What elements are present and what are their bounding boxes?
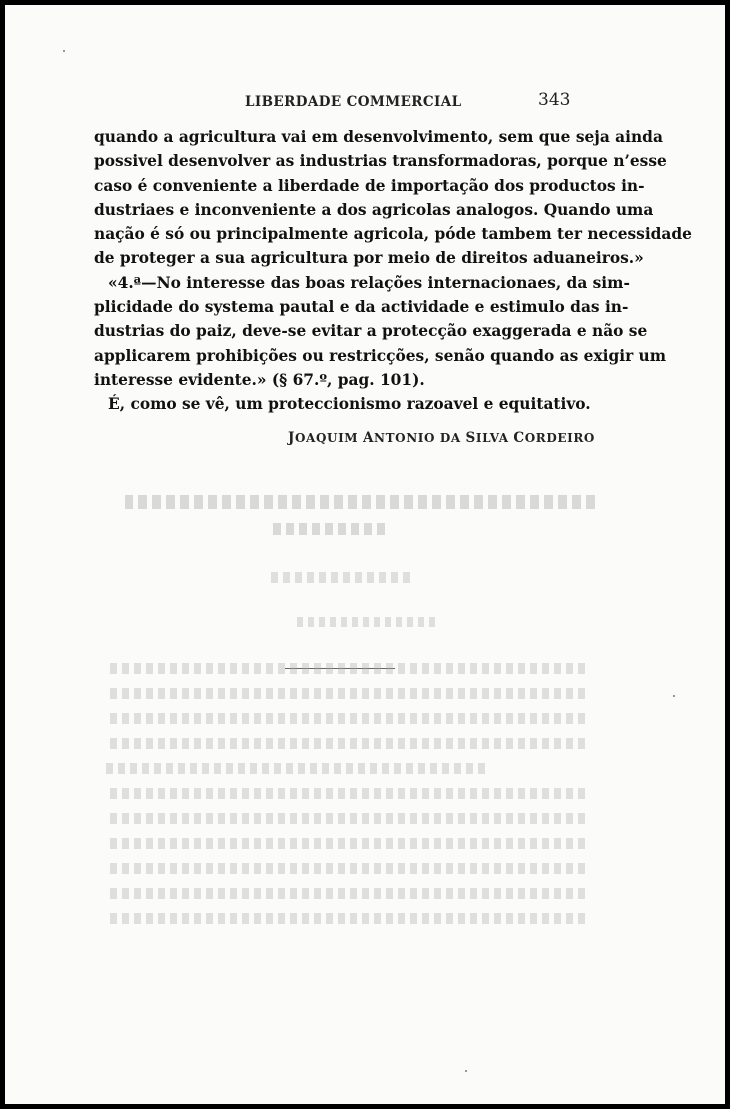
bleed-stroke <box>105 763 485 774</box>
body-line: caso é conveniente a liberdade de importação dos productos in- <box>94 176 645 195</box>
body-line: «4.ª—No interesse das boas relações internacionaes, da sim- <box>108 273 630 292</box>
speck <box>465 1070 467 1072</box>
page <box>5 5 725 1104</box>
bleed-stroke <box>105 663 585 674</box>
body-line: nação é só ou principalmente agricola, póde tambem ter necessidade <box>94 225 692 244</box>
body-line: É, como se vê, um proteccionismo razoavel e equitativo. <box>108 395 591 414</box>
body-line: applicarem prohibições ou restricções, senão quando as exigir um <box>94 346 667 365</box>
bleed-stroke <box>105 788 585 799</box>
body-line: dustrias do paiz, deve-se evitar a protecção exaggerada e não se <box>94 322 648 341</box>
bleed-stroke <box>125 495 595 509</box>
bleed-stroke <box>105 888 585 899</box>
author-name: JOAQUIM ANTONIO DA SILVA CORDEIRO <box>288 430 595 446</box>
bleed-stroke <box>295 617 435 627</box>
speck <box>63 50 65 52</box>
body-line: dustriaes e inconveniente a dos agricolas analogos. Quando uma <box>94 200 654 219</box>
author-signature <box>288 430 595 446</box>
page-number: 343 <box>538 90 571 110</box>
body-line: de proteger a sua agricultura por meio de direitos aduaneiros.» <box>94 249 644 268</box>
bleed-stroke <box>105 713 585 724</box>
bleed-stroke <box>105 738 585 749</box>
body-line: interesse evidente.» (§ 67.º, pag. 101). <box>94 370 425 389</box>
body-line: possivel desenvolver as industrias transformadoras, porque n’esse <box>94 152 667 171</box>
bleed-stroke <box>105 813 585 824</box>
bleed-stroke <box>105 863 585 874</box>
bleed-stroke <box>105 913 585 924</box>
bleed-stroke <box>270 523 385 535</box>
bleed-stroke <box>105 838 585 849</box>
running-title: LIBERDADE COMMERCIAL <box>245 94 462 110</box>
body-line: quando a agricultura vai em desenvolvimento, sem que seja ainda <box>94 128 663 146</box>
body-text <box>94 125 692 417</box>
bleed-stroke <box>105 688 585 699</box>
speck <box>673 695 675 697</box>
body-line: plicidade do systema pautal e da actividade e estimulo das in- <box>94 298 629 317</box>
bleed-stroke <box>270 572 410 583</box>
